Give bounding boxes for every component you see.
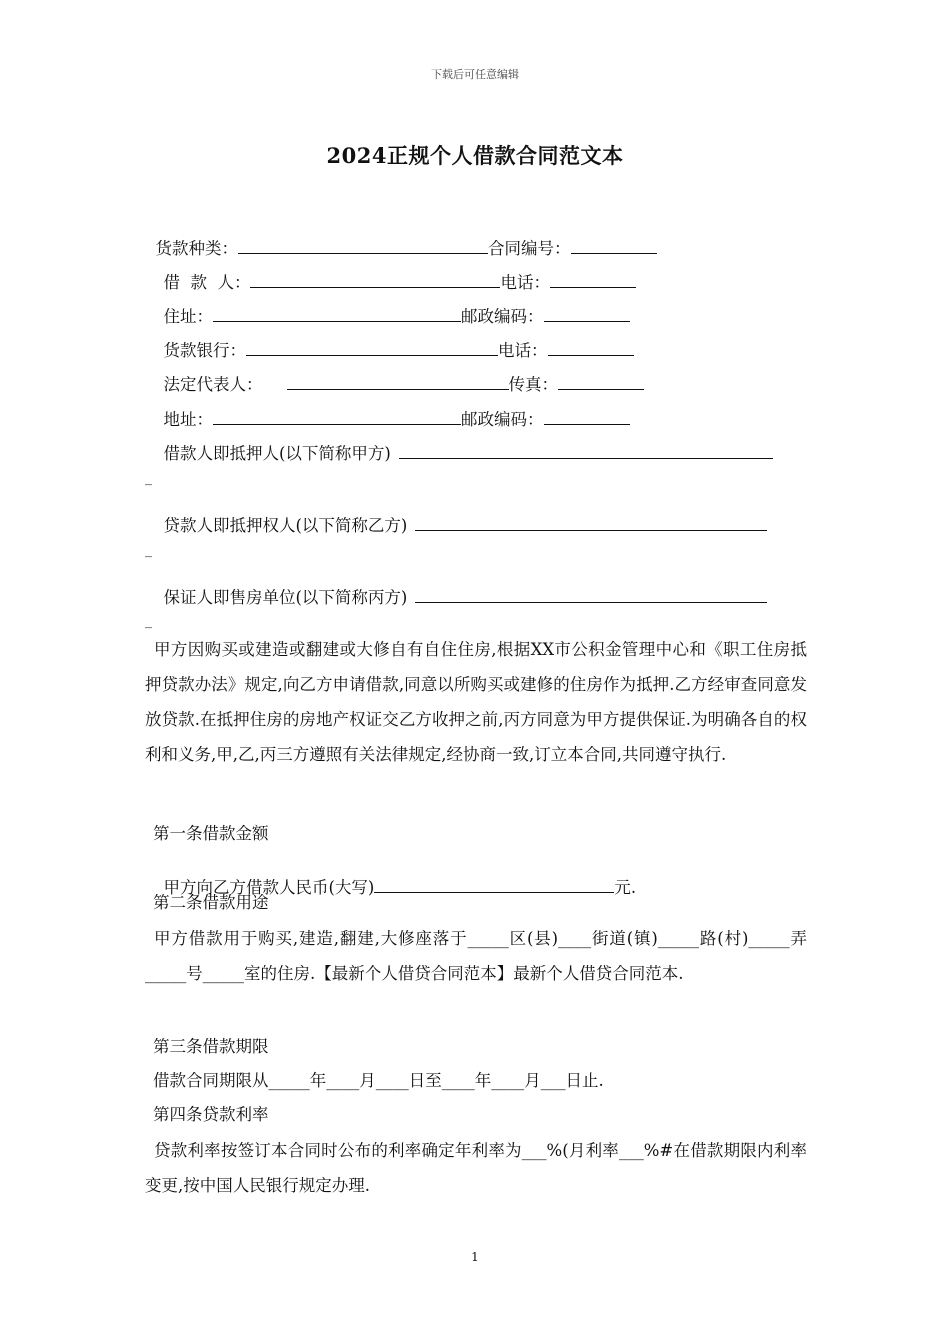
borrower-phone-label: 电话： xyxy=(500,272,550,292)
party-b-tail: _ xyxy=(145,542,152,558)
bank-phone-label: 电话： xyxy=(498,340,548,360)
amount-blank[interactable] xyxy=(374,878,614,893)
party-b-row xyxy=(153,499,767,534)
article-3-text: 借款合同期限从_____年____月____日至____年____月___日止. xyxy=(153,1071,604,1090)
borrower-phone-blank[interactable] xyxy=(550,273,636,288)
bank-address-label: 地址： xyxy=(163,409,213,429)
contract-no-blank[interactable] xyxy=(571,239,657,254)
contract-no-label: 合同编号： xyxy=(488,238,571,258)
fax-label: 传真： xyxy=(508,374,558,394)
party-a-tail: _ xyxy=(145,470,152,486)
party-b-label: 贷款人即抵押权人(以下简称乙方) xyxy=(163,515,408,535)
field-row-bank xyxy=(153,324,634,359)
article-4-title: 第四条贷款利率 xyxy=(153,1105,269,1124)
page-number: 1 xyxy=(471,1250,479,1264)
borrower-postcode-label: 邮政编码： xyxy=(461,306,544,326)
article-1-text-a: 甲方向乙方借款人民币(大写) xyxy=(163,877,375,897)
document-title: 2024正规个人借款合同范文本 xyxy=(326,143,624,168)
intro-paragraph: 甲方因购买或建造或翻建或大修自有自住住房,根据XX市公积金管理中心和《职工住房抵押贷款办法》规定,向乙方申请借款,同意以所购买或建修的住房作为抵押.乙方经审查同意发放贷款.在抵押住房的房地产权证交乙方收押之前,丙方同意为甲方提供保证.为明确各自的权利和义务,甲,乙,丙三方遵照有关法律规定,经协商一致,订立本合同,共同遵守执行. xyxy=(145,640,807,764)
header-note: 下载后可任意编辑 xyxy=(431,68,519,81)
legal-rep-blank[interactable] xyxy=(287,375,509,390)
borrower-label: 借 款 人： xyxy=(163,272,251,292)
article-4-text: 贷款利率按签订本合同时公布的利率确定年利率为___%(月利率___%#在借款期限内利率变更,按中国人民银行规定办理. xyxy=(145,1141,807,1195)
field-row-legal-rep xyxy=(153,358,644,393)
article-3-title: 第三条借款期限 xyxy=(153,1037,269,1056)
borrower-address-label: 住址： xyxy=(163,306,213,326)
fax-blank[interactable] xyxy=(558,375,644,390)
bank-blank[interactable] xyxy=(246,341,498,356)
party-c-blank[interactable] xyxy=(415,588,767,603)
borrower-postcode-blank[interactable] xyxy=(544,307,630,322)
article-1-title: 第一条借款金额 xyxy=(153,824,269,843)
party-b-blank[interactable] xyxy=(415,516,767,531)
article-1-text xyxy=(153,861,636,896)
party-a-row xyxy=(153,427,773,462)
field-row-loan-type xyxy=(145,222,657,257)
field-row-bank-address xyxy=(153,393,630,428)
party-a-label: 借款人即抵押人(以下简称甲方) xyxy=(163,443,391,463)
article-2-title: 第二条借款用途 xyxy=(153,893,269,912)
loan-type-blank[interactable] xyxy=(238,239,488,254)
party-a-blank[interactable] xyxy=(399,444,773,459)
party-c-label: 保证人即售房单位(以下简称丙方) xyxy=(163,587,408,607)
borrower-blank[interactable] xyxy=(250,273,500,288)
loan-type-label: 货款种类： xyxy=(155,238,238,258)
bank-postcode-blank[interactable] xyxy=(544,410,630,425)
bank-label: 货款银行： xyxy=(163,340,246,360)
article-2-text: 甲方借款用于购买,建造,翻建,大修座落于_____区(县)____街道(镇)_____路(村)_____弄_____号_____室的住房.【最新个人借贷合同范本】最新个人借贷合同范本. xyxy=(145,929,807,983)
borrower-address-blank[interactable] xyxy=(213,307,461,322)
party-c-tail: _ xyxy=(145,613,152,629)
legal-rep-label: 法定代表人： xyxy=(163,374,263,394)
party-c-row xyxy=(153,571,767,606)
bank-postcode-label: 邮政编码： xyxy=(461,409,544,429)
bank-phone-blank[interactable] xyxy=(548,341,634,356)
field-row-borrower-address xyxy=(153,290,630,325)
bank-address-blank[interactable] xyxy=(213,410,461,425)
article-1-text-b: 元. xyxy=(614,877,637,897)
field-row-borrower xyxy=(153,256,636,291)
